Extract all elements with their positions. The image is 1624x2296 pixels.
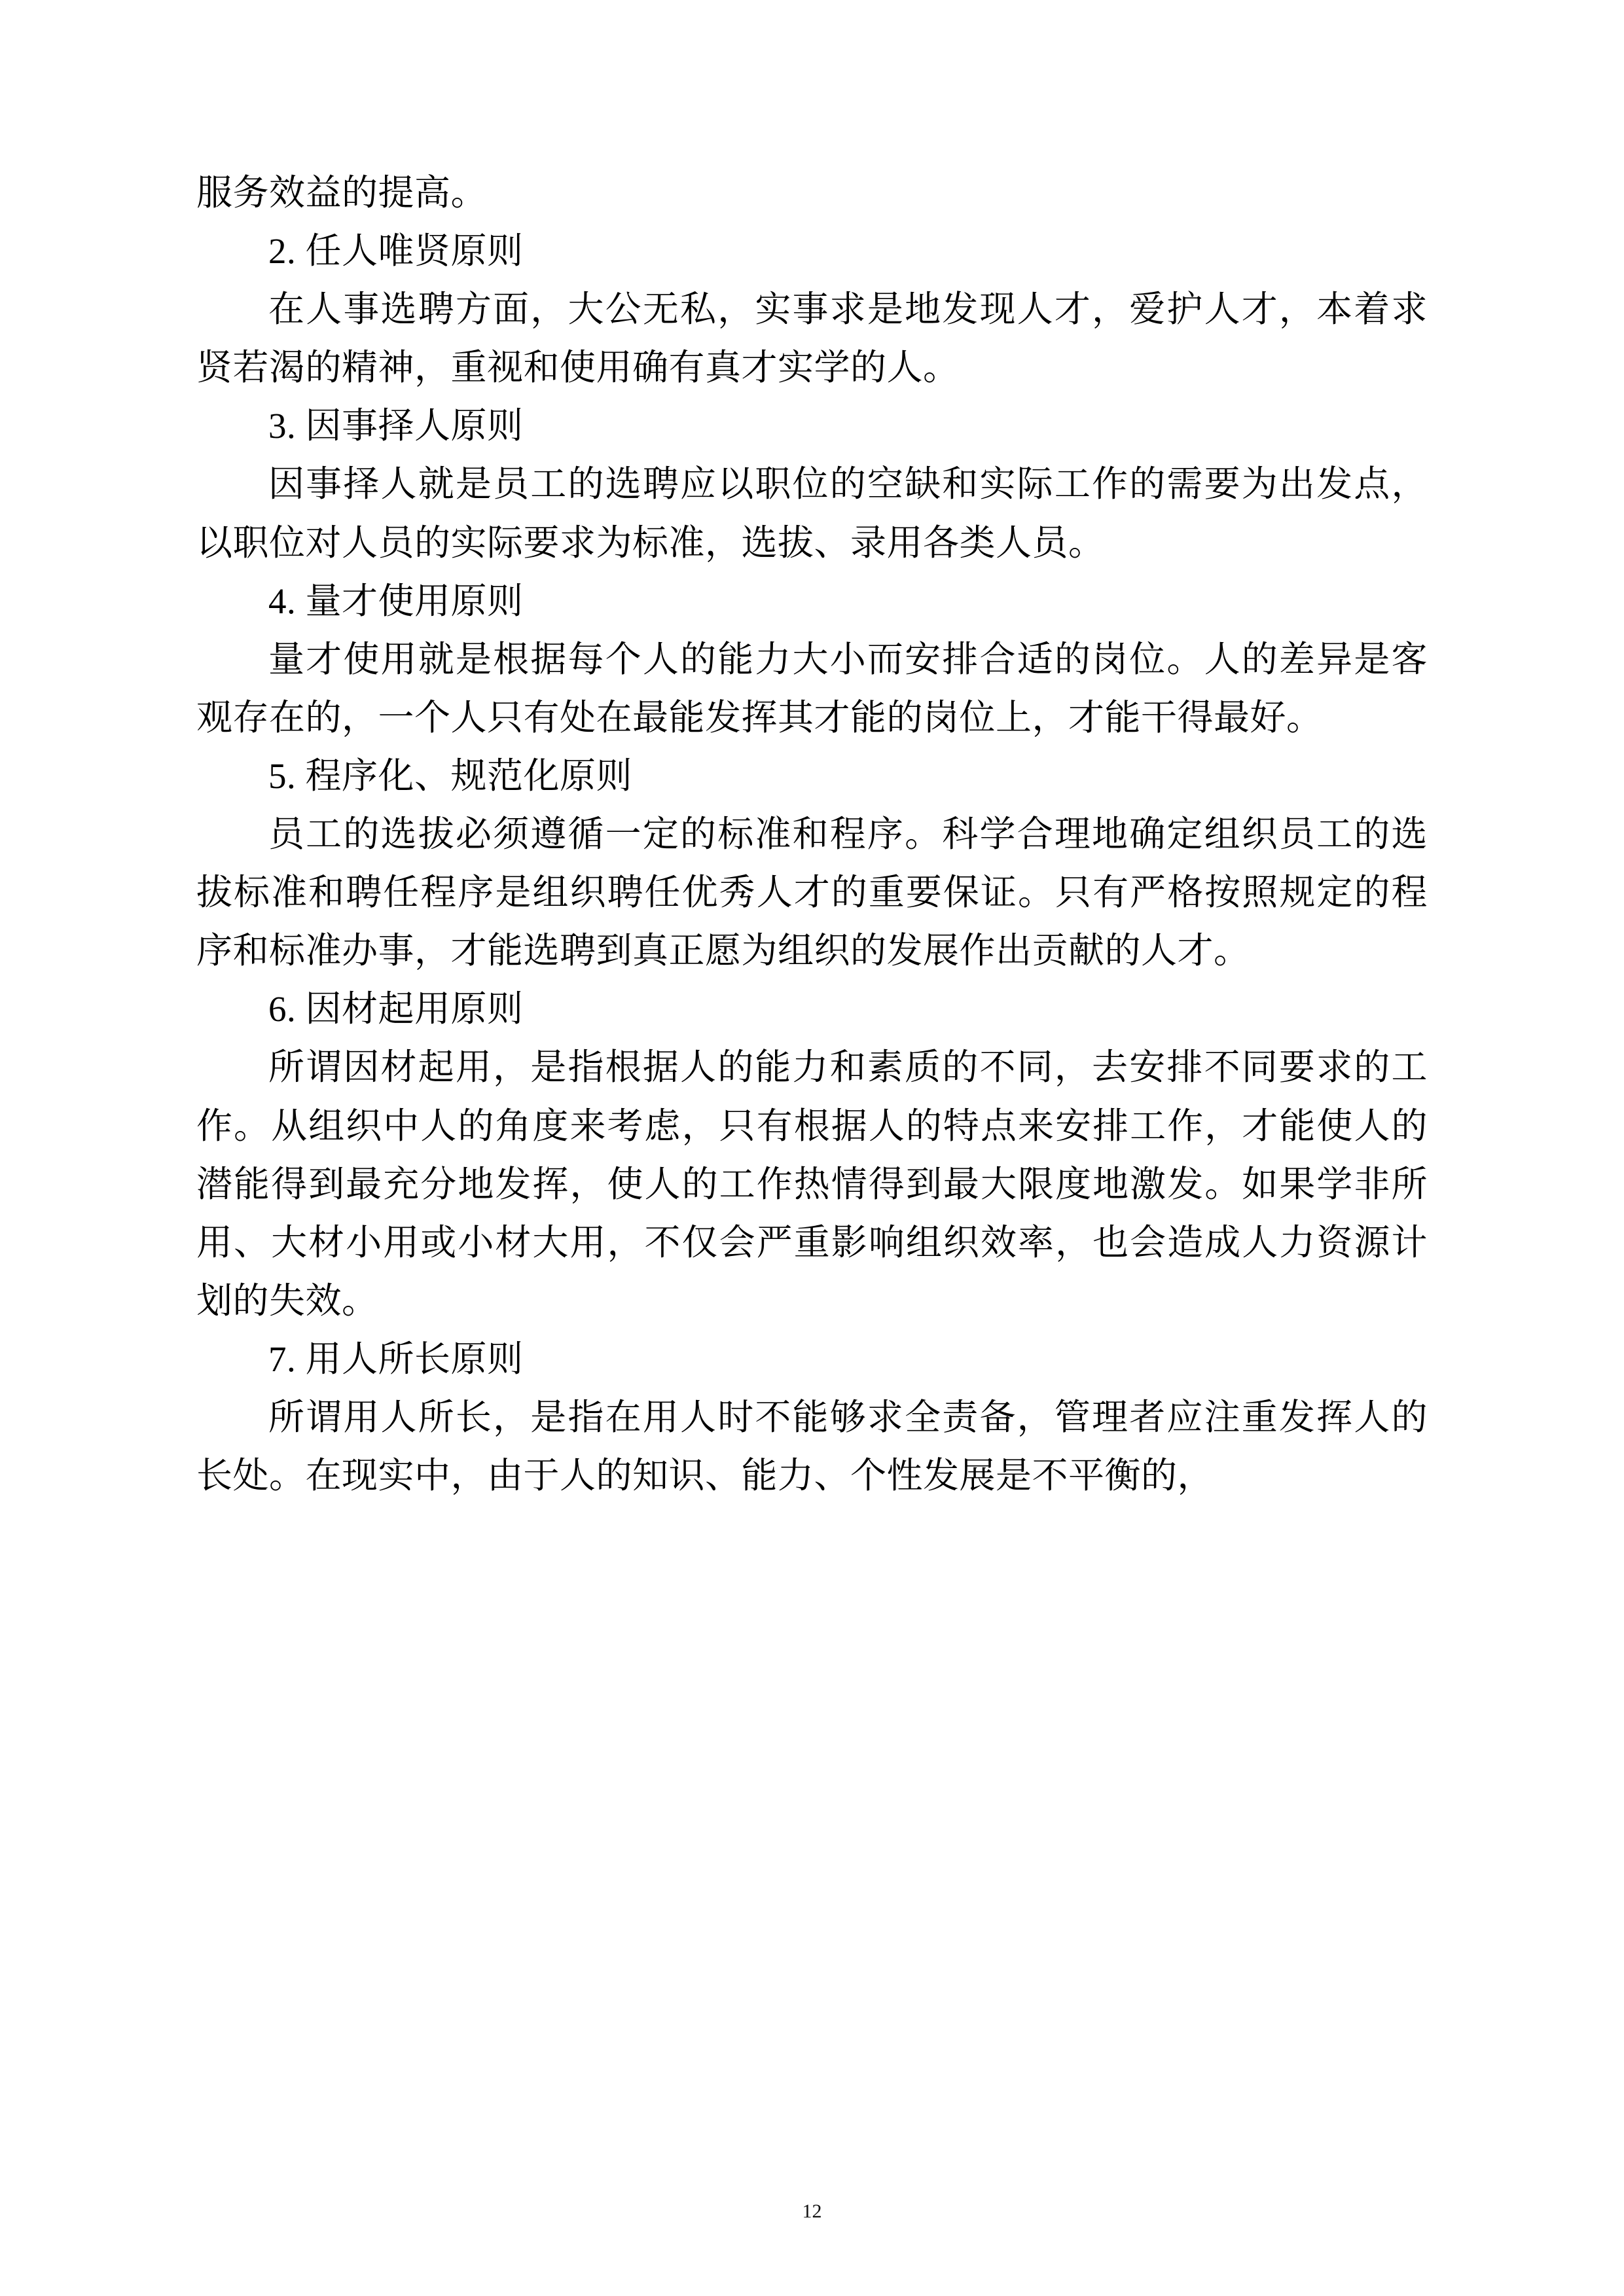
paragraph: 量才使用就是根据每个人的能力大小而安排合适的岗位。人的差异是客观存在的，一个人只有处在最能发挥其才能的岗位上，才能干得最好。 (196, 639, 1428, 738)
heading-principle-4: 4. 量才使用原则 (268, 581, 524, 621)
paragraph: 员工的选拔必须遵循一定的标准和程序。科学合理地确定组织员工的选拔标准和聘任程序是组织聘任优秀人才的重要保证。只有严格按照规定的程序和标准办事，才能选聘到真正愿为组织的发展作出贡献的人才。 (196, 814, 1428, 971)
heading-principle-5: 5. 程序化、规范化原则 (268, 755, 633, 796)
paragraph: 所谓因材起用，是指根据人的能力和素质的不同，去安排不同要求的工作。从组织中人的角度来考虑，只有根据人的特点来安排工作，才能使人的潜能得到最充分地发挥，使人的工作热情得到最大限度地激发。如果学非所用、大材小用或小材大用，不仅会严重影响组织效率，也会造成人力资源计划的失效。 (196, 1047, 1428, 1321)
heading-principle-7: 7. 用人所长原则 (268, 1338, 524, 1379)
paragraph: 所谓用人所长，是指在用人时不能够求全责备，管理者应注重发挥人的长处。在现实中，由于人的知识、能力、个性发展是不平衡的， (196, 1397, 1428, 1496)
paragraph: 因事择人就是员工的选聘应以职位的空缺和实际工作的需要为出发点，以职位对人员的实际要求为标准，选拔、录用各类人员。 (196, 464, 1428, 563)
paragraph: 服务效益的提高。 (196, 173, 488, 213)
heading-principle-2: 2. 任人唯贤原则 (268, 231, 524, 272)
heading-principle-3: 3. 因事择人原则 (268, 406, 524, 446)
document-body (196, 164, 1428, 1505)
paragraph: 在人事选聘方面，大公无私，实事求是地发现人才，爱护人才，本着求贤若渴的精神，重视和使用确有真才实学的人。 (196, 289, 1428, 388)
heading-principle-6: 6. 因材起用原则 (268, 989, 524, 1030)
page-number: 12 (802, 2200, 822, 2222)
